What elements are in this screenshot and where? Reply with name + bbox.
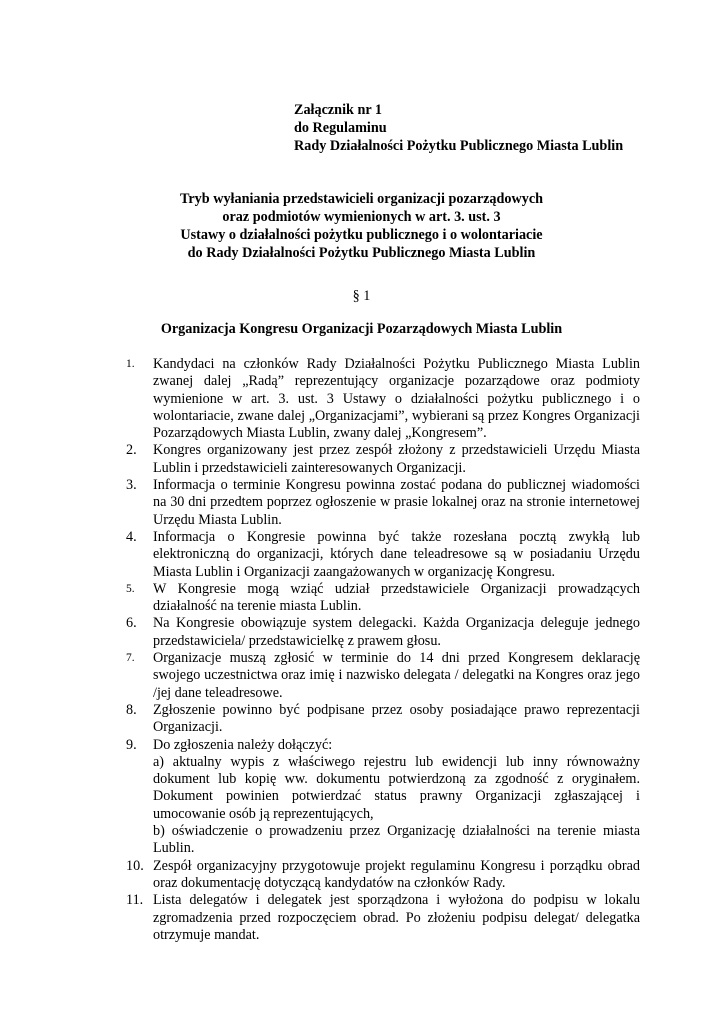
list-item-number: 10. bbox=[126, 857, 144, 874]
list-item-subpoint-a: a) aktualny wypis z właściwego rejestru lub ewidencji lub inny równoważny dokument lub kopię ww. dokumentu potwierdzoną za zgodność z oryginałem. Dokument powinien potwierdzać status prawny Organizacji zgłaszającej i umocowanie osób ją reprezentujących, bbox=[153, 753, 640, 822]
list-item-text: Informacja o Kongresie powinna być także rozesłana pocztą zwykłą lub elektroniczną do organizacji, których dane teleadresowe są w posiadaniu Urzędu Miasta Lublin i Organizacji zaangażowanych w organizację Kongresu. bbox=[153, 528, 640, 580]
list-item bbox=[126, 615, 640, 650]
list-item-number: 1. bbox=[126, 358, 135, 370]
section-mark: § 1 bbox=[352, 288, 371, 304]
attachment-header bbox=[294, 101, 623, 155]
section-heading: Organizacja Kongresu Organizacji Pozarządowych Miasta Lublin bbox=[160, 321, 563, 337]
list-item bbox=[126, 892, 640, 944]
list-item-number: 4. bbox=[126, 528, 137, 545]
list-item-text: W Kongresie mogą wziąć udział przedstawiciele Organizacji prowadzących działalność na terenie miasta Lublin. bbox=[153, 580, 640, 615]
title-line: do Rady Działalności Pożytku Publicznego Miasta Lublin bbox=[187, 245, 536, 261]
numbered-list bbox=[126, 356, 640, 944]
title-line: oraz podmiotów wymienionych w art. 3. ust. 3 bbox=[222, 209, 501, 225]
list-item bbox=[126, 702, 640, 737]
title-line: Tryb wyłaniania przedstawicieli organizacji pozarządowych bbox=[179, 191, 544, 207]
list-item-subpoint-b: b) oświadczenie o prowadzeniu przez Organizację działalności na terenie miasta Lublin. bbox=[153, 823, 640, 857]
list-item bbox=[126, 858, 640, 893]
list-item-text: Informacja o terminie Kongresu powinna zostać podana do publicznej wiadomości na 30 dni przedtem poprzez ogłoszenie w prasie lokalnej oraz na stronie internetowej Urzędu Miasta Lublin. bbox=[153, 477, 640, 528]
list-item-text: Zespół organizacyjny przygotowuje projekt regulaminu Kongresu i porządku obrad oraz dokumentację dotyczącą kandydatów na członków Rady. bbox=[153, 857, 640, 891]
attachment-number: Załącznik nr 1 bbox=[294, 102, 383, 118]
list-item-number: 3. bbox=[126, 477, 137, 494]
list-item-text: Na Kongresie obowiązuje system delegacki. Każda Organizacja deleguje jednego przedstawiciela/ przedstawicielkę z prawem głosu. bbox=[153, 615, 640, 649]
list-item bbox=[126, 442, 640, 477]
list-item bbox=[126, 737, 640, 858]
list-item-number: 2. bbox=[126, 442, 137, 459]
list-item bbox=[126, 650, 640, 702]
list-item-text: Kandydaci na członków Rady Działalności Pożytku Publicznego Miasta Lublin zwanej dalej „Radą” reprezentujący organizacje pozarządowe oraz podmioty wymienione w art. 3. ust. 3 Ustawy o działalności pożytku publicznego i o wolontariacie, zwane dalej „Organizacjami”, wybierani są przez Kongres Organizacji Pozarządowych Miasta Lublin, zwany dalej „Kongresem”. bbox=[153, 356, 640, 442]
document-title bbox=[100, 190, 623, 262]
list-item bbox=[126, 356, 640, 442]
list-item bbox=[126, 529, 640, 581]
list-item-number: 8. bbox=[126, 701, 137, 718]
list-item-number: 7. bbox=[126, 652, 135, 665]
list-item bbox=[126, 581, 640, 616]
list-item-number: 5. bbox=[126, 582, 135, 595]
attachment-regulation: do Regulaminu bbox=[294, 120, 387, 136]
list-item-text: Lista delegatów i delegatek jest sporządzona i wyłożona do podpisu w lokalu zgromadzenia przed rozpoczęciem obrad. Po złożeniu podpisu delegat/ delegatka otrzymuje mandat. bbox=[153, 892, 640, 943]
list-item-text: Zgłoszenie powinno być podpisane przez osoby posiadające prawo reprezentacji Organizacji. bbox=[153, 701, 640, 736]
list-item-text: Organizacje muszą zgłosić w terminie do 14 dni przed Kongresem deklarację swojego uczestnictwa oraz imię i nazwisko delegata / delegatki na Kongres oraz jego /jej dane teleadresowe. bbox=[153, 650, 640, 701]
attachment-council-name: Rady Działalności Pożytku Publicznego Miasta Lublin bbox=[294, 138, 624, 154]
list-item-number: 11. bbox=[126, 892, 144, 909]
list-item-text: Kongres organizowany jest przez zespół złożony z przedstawicieli Urzędu Miasta Lublin i przedstawicieli zainteresowanych Organizacji. bbox=[153, 442, 640, 476]
list-item bbox=[126, 477, 640, 529]
title-line: Ustawy o działalności pożytku publicznego i o wolontariacie bbox=[180, 227, 543, 243]
list-item-number: 9. bbox=[126, 736, 137, 753]
list-item-number: 6. bbox=[126, 615, 137, 632]
list-item-text: Do zgłoszenia należy dołączyć: bbox=[153, 736, 333, 753]
